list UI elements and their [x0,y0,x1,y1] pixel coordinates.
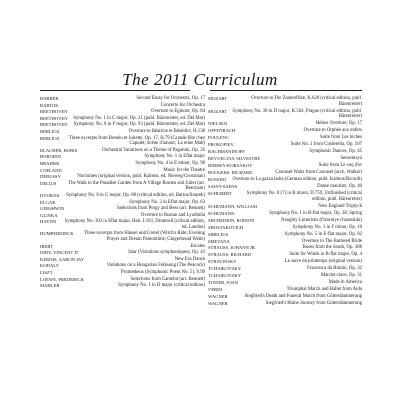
curriculum-entry [208,294,362,300]
curriculum-entry [208,121,362,127]
work-title: Triumphal March and Ballet from Aida [286,287,362,293]
composer-name: MOZART [208,96,228,101]
composer-name: MOZART [208,108,228,114]
composer-name: VERDI [208,287,223,293]
curriculum-entry [208,225,362,231]
work-title: Roses from the South, Op. 388 [302,245,362,251]
curriculum-entry [40,109,205,115]
work-title: Symphony No. 1 in B-flat major, Op. 38, Spring [269,210,362,216]
work-title: Escales [190,243,205,249]
curriculum-entry [40,231,205,242]
composer-name: SCHUMANN [208,210,235,216]
page-title: The 2011 Curriculum [122,70,278,89]
composer-name: ELGAR [40,199,56,205]
curriculum-entry [40,116,205,122]
composer-name: LOEWE, FREDERICK [40,276,84,282]
curriculum-entry [208,142,362,148]
composer-name: COPLAND [40,167,62,173]
composer-name: SHOSTAKOVICH [208,224,244,230]
composer-name: PROKOFIEV [208,142,234,148]
title-rule-left [40,90,190,91]
curriculum-entry [40,244,205,250]
curriculum-entry [40,181,205,192]
composer-name: SCHUMANN, WILLIAM [208,203,257,209]
work-title: Suite for Winds in B-flat major, Op. 4 [289,252,362,258]
curriculum-entry [40,129,205,135]
composer-name: STRAUSS, RICHARD [208,252,252,258]
curriculum-entry [208,149,362,155]
curriculum-entry [208,239,362,245]
composer-name: DELIUS [40,180,57,186]
work-title: Made in America [328,280,362,286]
curriculum-entry [208,156,362,162]
curriculum-entry [208,170,362,176]
curriculum-entry [208,204,362,210]
work-title: Helios Overture, Op. 17 [315,121,362,127]
work-title: Marche slave, Op. 31 [320,273,362,279]
composer-name: BEETHOVEN [40,122,68,128]
work-title: Suite from Les biches [320,135,362,141]
work-title: Three excerpts from Hänsel und Gretel (Witch's Ride; Evening Prayer and Dream Pantomime; Gingerbread Waltz) [84,231,205,243]
work-title: Symphony No. 103 in Eflat major, Hob. I:103, Drumroll (critical edition, ed. Landon) [64,219,205,230]
work-title: Symphony No. 8 in G major, Op. 88 (critical edition, ed. Bartos/Sourek) [66,192,205,198]
work-title: Selections from Camelot (arr. Bennett) [130,276,205,282]
composer-name: RACHMANINOFF [208,149,245,155]
composer-name: OFFENBACH [208,128,236,134]
composer-name: BERLIOZ [40,135,60,141]
curriculum-entry [40,270,205,276]
work-title: Three excerpts from Roméo et Juliette, Op. 17, H.79 (Grande fête chez Capulet; Scène d'amour; La reine Mab) [68,135,205,147]
work-title: Naughty Limericks (Ozorniye chastushki) [281,217,362,223]
curriculum-entry [40,96,205,102]
work-title: Sensemayá [340,156,362,162]
composer-name: KERNIS, AARON JAY [40,256,85,262]
curriculum-entry [40,206,205,212]
work-title: Overture to The Bartered Bride [301,238,362,244]
work-title: Symphonic Dances, Op. 45 [309,149,362,155]
composer-name: SIBELIUS [208,231,229,237]
composer-name: BARBER [40,96,59,101]
composer-name: BARTOK [40,102,59,108]
curriculum-entry [40,200,205,206]
work-title: The Walk to the Paradise Garden from A Village Romeo and Juliet (arr. Beecham) [68,180,205,192]
curriculum-entry [208,266,362,272]
curriculum-entry [208,252,362,258]
work-title: New England Triptych [318,203,362,209]
work-title: New Era Dance [174,256,205,262]
composer-name: BLACHER, BORIS [40,147,78,153]
work-title: Carousel Waltz from Carousel (arch. Walker) [275,170,362,176]
curriculum-entry [40,250,205,256]
composer-name: DEBUSSY [40,174,61,180]
work-title: Symphony No. 8 in F major, Op. 93 (publ. Bärenreiter, ed. Del Mar) [73,122,205,128]
composer-name: IBERT [40,243,53,249]
composer-name: HUMPERDINCK [40,231,74,237]
composer-name: TOWER, JOAN [208,280,239,286]
work-title: Overture to La gazza ladra (German edition, publ. Kalmus/Ricordi) [232,177,362,183]
work-title: Istar (Variations symphoniques), Op. 42 [128,250,205,256]
composer-name: LISZT [40,270,53,276]
curriculum-entry [208,218,362,224]
work-title: Overture to Ruslan and Lyudmila [140,212,205,218]
curriculum-entry [40,154,205,160]
curriculum-entry [208,245,362,251]
composer-name: BRAHMS [40,160,60,166]
curriculum-entry [208,184,362,190]
composer-name: SAINT-SAENS [208,184,238,190]
work-title: Symphony No. 1 in D major (critical edition) [118,283,205,289]
work-title: Symphony No. 8 (7) in B minor, D.759, Unfinished (critical edition, publ. Bärenreiter) [246,191,362,202]
curriculum-entry [208,273,362,279]
work-title: Concerto for Orchestra [160,102,205,108]
curriculum-entry [208,287,362,293]
curriculum-entry [40,193,205,199]
composer-name: STRAVINSKY [208,259,237,265]
work-title: Variations on a Hungarian Folksong (The Peacock) [106,263,205,269]
curriculum-entry [40,161,205,167]
composer-name: BEETHOVEN [40,109,68,115]
curriculum-entry [40,263,205,269]
composer-name: REVUELTAS, SILVESTRE [208,156,261,162]
curriculum-entry [208,191,362,202]
composer-name: TCHAIKOVSKY [208,273,242,279]
curriculum-entry [40,174,205,180]
work-title: Danse macabre, Op. 40 [317,184,362,190]
curriculum-entry [40,277,205,283]
work-title: Siegfried's Death and Funeral March from Götterdämmerung [244,294,362,300]
composer-name: POULENC [208,135,230,141]
composer-name: KODALY [40,263,59,269]
composer-name: WAGNER [208,301,228,307]
composer-name: GERSHWIN [40,206,65,212]
curriculum-entry [208,177,362,183]
work-title: Symphony No. 4 in E minor, Op. 98 [135,160,205,166]
work-title: Music for the Theatre [163,167,205,173]
work-title: Symphony No. 1 in F minor, Op. 10 [292,224,362,230]
composer-name: HAYDN [40,219,57,225]
curriculum-entry [40,136,205,147]
curriculum-entry [40,168,205,174]
curriculum-entry [208,96,362,107]
work-title: Francesca da Rimini, Op. 32 [307,266,362,272]
work-title: Overture to Orphée aux enfers [303,128,362,134]
curriculum-entry [208,232,362,238]
curriculum-entry [208,163,362,169]
work-title: Symphony No. 38 in D major, K.504, Prague (critical edition, publ. Bärenreiter) [232,108,362,120]
work-title: Le sacre du printemps (original version) [284,259,362,265]
curriculum-entry [40,103,205,109]
work-title: Suite No. 1 from Cinderella, Op. 107 [290,142,362,148]
curriculum-entry [40,148,205,154]
curriculum-entry [40,213,205,219]
curriculum-entry [208,259,362,265]
composer-name: SCHUBERT [208,191,232,196]
curriculum-left-column [40,96,205,290]
work-title: Orchestral Variations on a Theme of Paganini, Op. 26 [102,147,205,153]
composer-name: INDY, VINCENT D' [40,250,79,256]
composer-name: STRAUSS, JOHANN JR. [208,245,256,251]
work-title: Suite from Le coq d'or [318,163,362,169]
work-title: Siegfried's Rhine Journey from Götterdämmerung [265,301,362,307]
composer-name: WAGNER [208,294,228,300]
composer-name: ROOGERS, RICHARD [208,170,253,176]
work-title: Prometheus (Symphonic Poem No. 5), S.99 [121,270,205,276]
composer-name: GLINKA [40,212,58,218]
curriculum-entry [208,280,362,286]
composer-name: ROSSINI [208,177,226,183]
work-title: Second Essay for Orchestra, Op. 17 [136,96,205,101]
work-title: Overture to Béatrice et Bénédict, H.138 [128,128,205,134]
composer-name: MAHLER [40,283,60,289]
composer-name: BERLIOZ [40,128,60,134]
curriculum-entry [208,301,362,307]
work-title: Symphony No. 5 in E-flat major, Op. 82 [284,231,362,237]
curriculum-entry [40,257,205,263]
work-title: Overture to Egmont, Op. 84 [151,109,205,115]
curriculum-entry [208,109,362,120]
composer-name: DVORAK [40,192,60,198]
composer-name: SHCHEDRIN, RODION [208,217,255,223]
work-title: Symphony No. 2 in Eflat major, Op. 63 [129,199,205,205]
composer-name: BORODIN [40,154,61,160]
composer-name: NIELSEN [208,121,228,127]
curriculum-entry [208,135,362,141]
composer-name: SMETANA [208,238,230,244]
work-title: Symphony No. 1 in C major, Op. 21 (publ. Bärenreiter, ed. Del Mar) [73,115,205,121]
composer-name: TCHAIKOVSKY [208,266,242,272]
composer-name: RIMSKY-KORSAKOV [208,163,253,169]
work-title: Selections from Porgy and Bess (arr. Bennett) [117,206,205,212]
curriculum-right-column [208,96,362,308]
work-title: Nocturnes (original version, publ. Kalmus, ed. Nieweg/Grossman) [77,174,205,180]
curriculum-entry [40,219,205,230]
curriculum-entry [40,283,205,289]
work-title: Overture to Die Zauberflöte, K.620 (critical edition, publ. Bärenreiter) [251,96,362,107]
title-rule-right [210,90,362,91]
composer-name: BEETHOVEN [40,115,68,121]
work-title: Symphony No. 1 in Eflat major [144,154,205,160]
curriculum-entry [40,122,205,128]
curriculum-entry [208,128,362,134]
curriculum-entry [208,211,362,217]
